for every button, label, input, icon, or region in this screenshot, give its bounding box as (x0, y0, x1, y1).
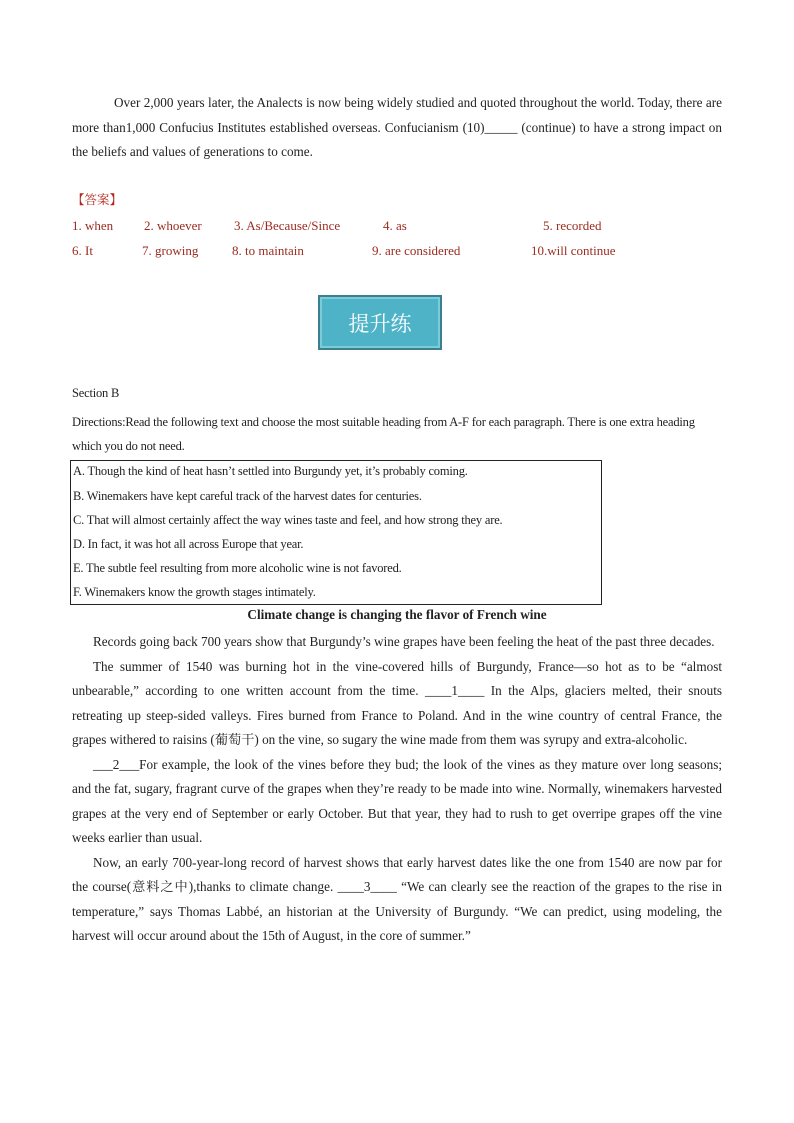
heading-option: C. That will almost certainly affect the way wines taste and feel, and how strong they are. (73, 513, 503, 527)
answer-item: 4. as (383, 218, 407, 233)
article-paragraph: ___2___For example, the look of the vines before they bud; the look of the vines as they mature over long seasons; and the fat, sugary, fragrant curve of the grapes when they’re ready to be made into wine. Normally, winemakers harvested grapes at the very end of September or early October. But that year, they had to rush to get overripe grapes off the vine weeks earlier than usual. (72, 756, 722, 845)
heading-option: E. The subtle feel resulting from more alcoholic wine is not favored. (73, 561, 402, 575)
answer-item: 2. whoever (144, 218, 202, 233)
heading-option: A. Though the kind of heat hasn’t settled into Burgundy yet, it’s probably coming. (73, 464, 468, 478)
answer-item: 7. growing (142, 243, 199, 258)
answer-item: 5. recorded (543, 218, 602, 233)
section-label: Section B (72, 386, 120, 400)
answer-item: 1. when (72, 218, 114, 233)
article-paragraph: Now, an early 700-year-long record of harvest shows that early harvest dates like the one from 1540 are now par for the course(意料之中),thanks to climate change. ____3____ “We can clearly see the reaction of the grapes to the rise in temperature,” says Thomas Labbé, an historian at the University of Burgundy. “We can predict, using modeling, the harvest will occur around about the 15th of August, in the core of summer.” (72, 854, 722, 943)
answer-item: 9. are considered (372, 243, 461, 258)
heading-option: D. In fact, it was hot all across Europe that year. (73, 537, 304, 551)
headings-box (70, 460, 602, 605)
answer-item: 8. to maintain (232, 243, 304, 258)
heading-option: B. Winemakers have kept careful track of the harvest dates for centuries. (73, 489, 422, 503)
answer-item: 6. It (72, 243, 93, 258)
article-body (72, 630, 722, 949)
directions-text: Directions:Read the following text and choose the most suitable heading from A-F for each paragraph. There is one extra heading which you do not need. (72, 415, 695, 453)
article-paragraph: Records going back 700 years show that Burgundy’s wine grapes have been feeling the heat of the past three decades. (93, 634, 715, 649)
answer-item: 10.will continue (531, 243, 616, 258)
article-title: Climate change is changing the flavor of French wine (247, 607, 547, 622)
answer-label: 【答案】 (72, 192, 123, 207)
heading-option: F. Winemakers know the growth stages intimately. (73, 585, 316, 599)
intro-paragraph: Over 2,000 years later, the Analects is now being widely studied and quoted throughout the world. Today, there are more than1,000 Confucius Institutes established overseas. Confucianism (10)_____ (continue) to have a strong impact on the beliefs and values of generations to come. (72, 95, 722, 159)
practice-banner: 提升练 (318, 295, 442, 350)
answer-item: 3. As/Because/Since (234, 218, 341, 233)
article-paragraph: The summer of 1540 was burning hot in the vine-covered hills of Burgundy, France—so hot as to be “almost unbearable,” according to one written account from the time. ____1____ In the Alps, glaciers melted, their snouts retreating up steep-sided valleys. Fires burned from France to Poland. And in the wine country of central France, the grapes withered to raisins (葡萄干) on the vine, so sugary the wine made from them was syrupy and extra-alcoholic. (72, 658, 722, 747)
